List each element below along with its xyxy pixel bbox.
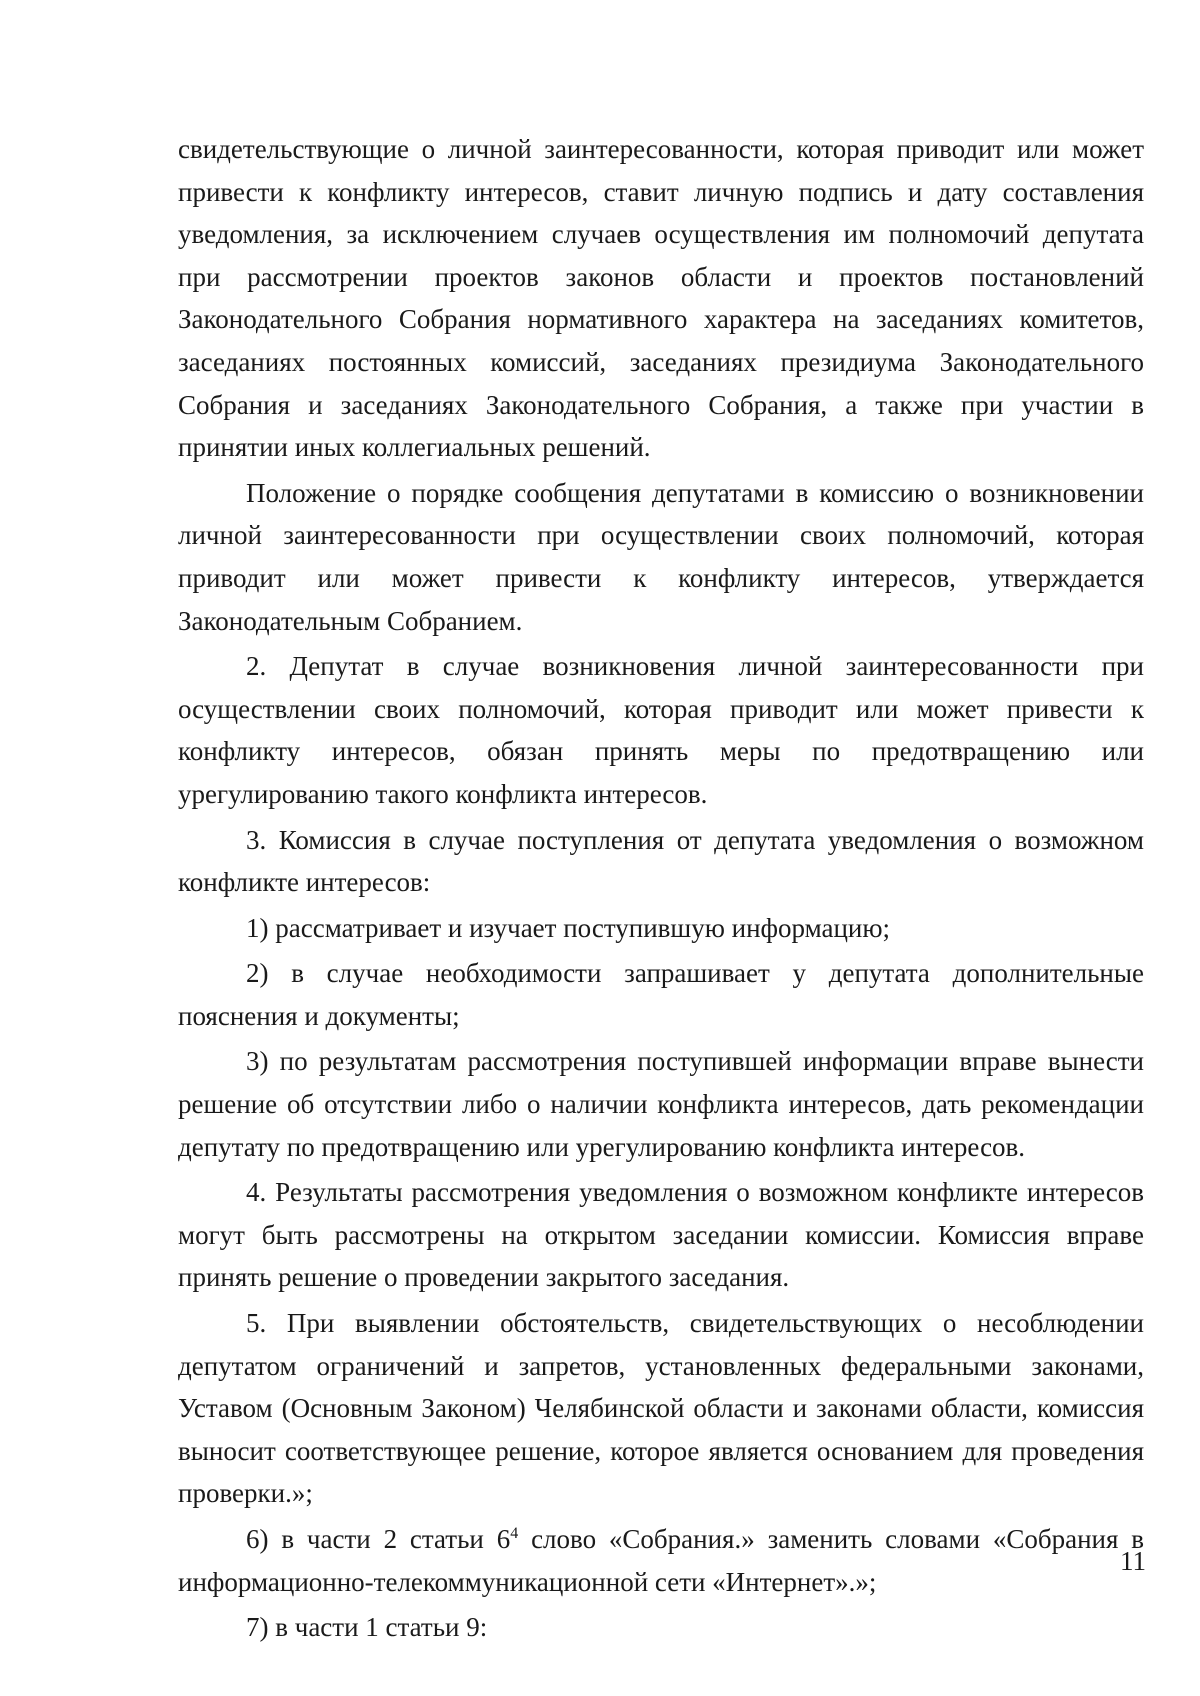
paragraph-amendment-7: 7) в части 1 статьи 9: — [246, 1612, 488, 1643]
paragraph-amendment-6 — [178, 1518, 1144, 1603]
amendment-6-text-start: 6) в части 2 статьи 6 — [246, 1524, 511, 1554]
page-number: 11 — [1120, 1546, 1146, 1576]
paragraph-item-2: 2. Депутат в случае возникновения личной заинтересованности при осуществлении своих полномочий, которая приводит или может привести к конфликту интересов, обязан принять меры по предотвращению или урегулированию такого конфликта интересов. — [178, 651, 1144, 809]
document-body — [178, 128, 1144, 1652]
paragraph-item-4: 4. Результаты рассмотрения уведомления о возможном конфликте интересов могут быть рассмотрены на открытом заседании комиссии. Комиссия вправе принять решение о проведении закрытого заседания. — [178, 1177, 1144, 1293]
paragraph-continuation: свидетельствующие о личной заинтересованности, которая приводит или может привести к конфликту интересов, ставит личную подпись и дату составления уведомления, за исключением случаев осуществления им полномочий депутата при рассмотрении проектов законов области и проектов постановлений Законодательного Собрания нормативного характера на заседаниях комитетов, заседаниях постоянных комиссий, заседаниях президиума Законодательного Собрания и заседаниях Законодательного Собрания, а также при участии в принятии иных коллегиальных решений. — [178, 134, 1144, 463]
paragraph-subitem-3: 3) по результатам рассмотрения поступившей информации вправе вынести решение об отсутствии либо о наличии конфликта интересов, дать рекомендации депутату по предотвращению или урегулированию конфликта интересов. — [178, 1046, 1144, 1162]
article-superscript: 4 — [510, 1525, 519, 1542]
paragraph-subitem-1: 1) рассматривает и изучает поступившую информацию; — [246, 912, 891, 943]
paragraph-regulation: Положение о порядке сообщения депутатами в комиссию о возникновении личной заинтересованности при осуществлении своих полномочий, которая приводит или может привести к конфликту интересов, утверждается Законодательным Собранием. — [178, 477, 1144, 636]
amendment-6-text-end: слово «Собрания.» заменить словами «Собрания в информационно-телекоммуникационной сети «Интернет».»; — [178, 1524, 1144, 1597]
paragraph-item-5: 5. При выявлении обстоятельств, свидетельствующих о несоблюдении депутатом ограничений и запретов, установленных федеральными законами, Уставом (Основным Законом) Челябинской области и законами области, комиссия выносит соответствующее решение, которое является основанием для проведения проверки.»; — [178, 1308, 1144, 1509]
paragraph-item-3: 3. Комиссия в случае поступления от депутата уведомления о возможном конфликте интересов: — [178, 824, 1144, 898]
paragraph-subitem-2: 2) в случае необходимости запрашивает у депутата дополнительные пояснения и документы; — [178, 958, 1144, 1031]
